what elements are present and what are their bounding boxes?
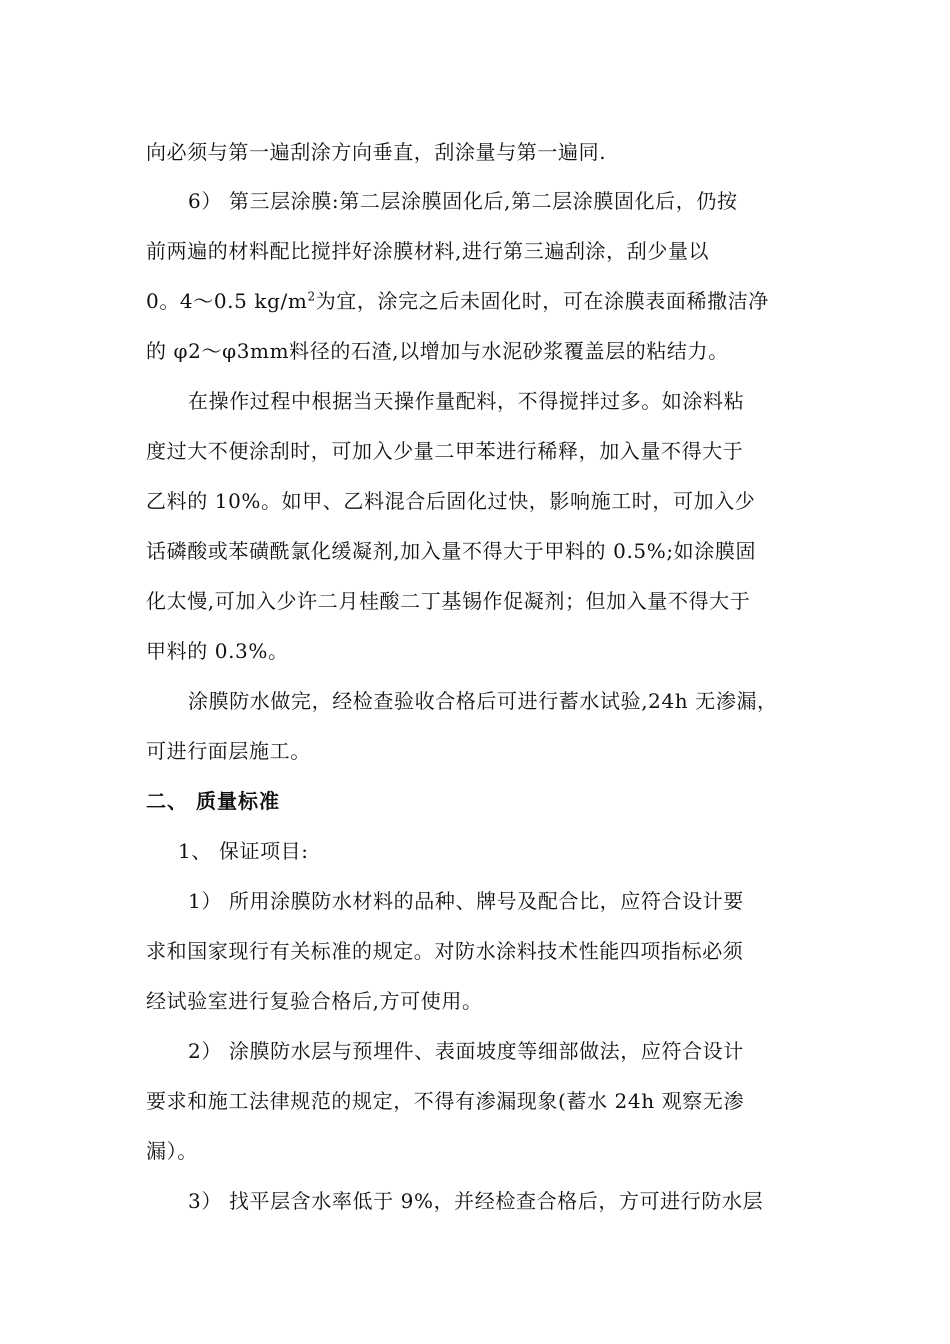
- subsection-heading: 1、 保证项目:: [178, 839, 309, 863]
- paragraph-line: 甲料的 0.3%。: [146, 639, 289, 663]
- paragraph-line: 可进行面层施工。: [146, 739, 311, 763]
- paragraph-line: 涂膜防水做完，经检查验收合格后可进行蓄水试验,24h 无渗漏，: [188, 689, 778, 713]
- paragraph-line: 经试验室进行复验合格后,方可使用。: [146, 989, 483, 1013]
- paragraph-line: 2） 涂膜防水层与预埋件、表面坡度等细部做法，应符合设计: [188, 1039, 744, 1063]
- paragraph-line: 乙料的 10%。如甲、乙料混合后固化过快，影响施工时，可加入少: [146, 489, 756, 513]
- paragraph-line: 要求和施工法律规范的规定，不得有渗漏现象(蓄水 24h 观察无渗: [146, 1089, 745, 1113]
- superscript: 2: [307, 289, 316, 304]
- paragraph-line: 话磷酸或苯磺酰氯化缓凝剂,加入量不得大于甲料的 0.5%;如涂膜固: [146, 539, 757, 563]
- paragraph-line: 的 φ2～φ3mm料径的石渣,以增加与水泥砂浆覆盖层的粘结力。: [146, 339, 729, 363]
- paragraph-line: 化太慢,可加入少许二月桂酸二丁基锡作促凝剂；但加入量不得大于: [146, 589, 751, 613]
- paragraph-line: 在操作过程中根据当天操作量配料，不得搅拌过多。如涂料粘: [188, 389, 745, 413]
- paragraph-line: 度过大不便涂刮时，可加入少量二甲苯进行稀释，加入量不得大于: [146, 439, 744, 463]
- paragraph-line: 前两遍的材料配比搅拌好涂膜材料,进行第三遍刮涂，刮少量以: [146, 239, 710, 263]
- paragraph-line: 求和国家现行有关标准的规定。对防水涂料技术性能四项指标必须: [146, 939, 744, 963]
- paragraph-line: 漏）。: [146, 1139, 198, 1163]
- paragraph-line: 向必须与第一遍刮涂方向垂直，刮涂量与第一遍同.: [146, 140, 607, 164]
- paragraph-line: 1） 所用涂膜防水材料的品种、牌号及配合比，应符合设计要: [188, 889, 744, 913]
- line-text: 为宜，涂完之后未固化时，可在涂膜表面稀撒洁净: [315, 289, 769, 313]
- section-heading: 二、 质量标准: [146, 789, 280, 813]
- line-text: 0。4～0.5 kg/m: [146, 289, 308, 313]
- paragraph-line: 6） 第三层涂膜:第二层涂膜固化后,第二层涂膜固化后，仍按: [188, 189, 738, 213]
- paragraph-line: 3） 找平层含水率低于 9%，并经检查合格后，方可进行防水层: [188, 1189, 764, 1213]
- paragraph-line: [146, 287, 826, 315]
